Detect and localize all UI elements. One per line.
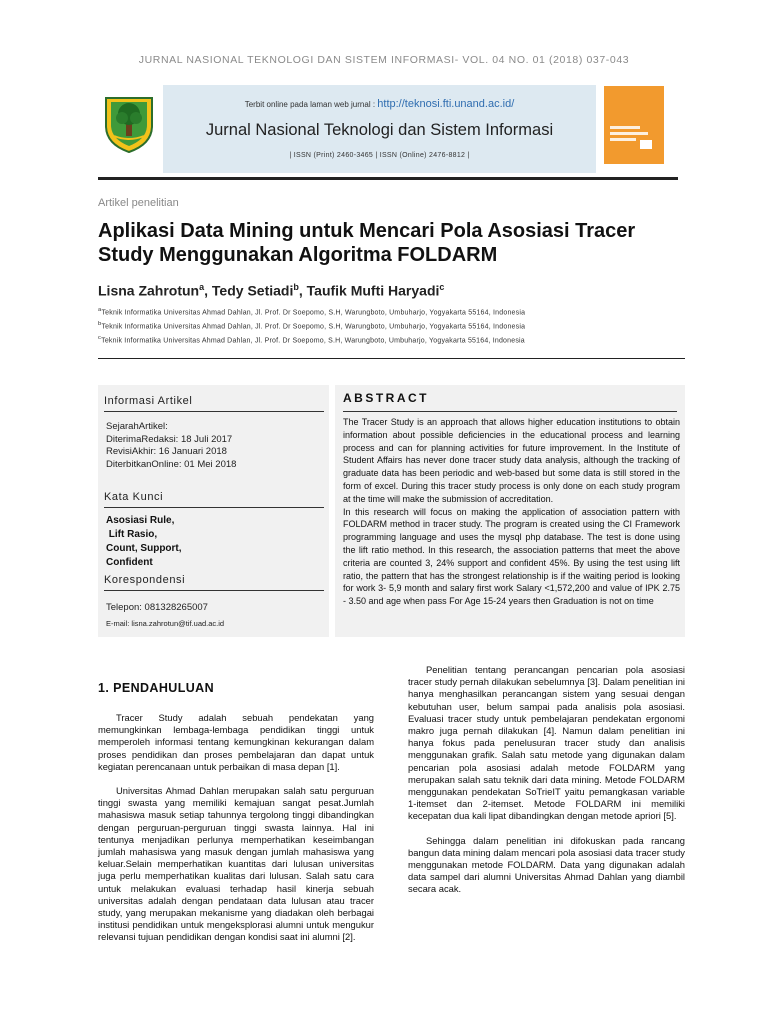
affiliation-b: $^b$Teknik Informatika Universitas Ahmad Dahlan, Jl. Prof. Dr Soepomo, S.H, Warungboto, Umbuharjo, Yogyakarta 55164, Indonesia: [98, 321, 526, 331]
body-paragraph: Tracer Study adalah sebuah pendekatan yang memungkinkan lembaga-lembaga pendidikan tinggi untuk memperoleh informasi tentang kemungkinan kekurangan dalam proses pendidikan dan proses pembelajaran dan dapat untuk kegiatan perencanaan untuk perbaikan di masa depan [1].: [98, 712, 374, 772]
section-heading: 1. PENDAHULUAN: [98, 681, 215, 695]
journal-cover-thumbnail: [604, 86, 664, 164]
author-sup: b: [293, 282, 299, 292]
body-paragraph: Universitas Ahmad Dahlan merupakan salah satu perguruan tinggi swasta yang memiliki kemajuan sangat pesat.Jumlah mahasiswa masuk setiap tahunnya tergolong tinggi dibandingkan dengan perguruan-perguruan tinggi swasta lainnya. Hal ini tentunya menjadikan perlunya memperhatikan keseimbangan jumlah mahasiswa yang masuk dengan jumlah mahasiswa yang keluar.Selain memperhatikan kuantitas dari lulusan universitas juga perlu memperhatikan kualitas dari lulusan. Salah satu cara untuk melakukan evaluasi terhadap hasil kinerja sebuah universitas adalah dengan pendataan data lulusan atau tracer study, yang merupakan mekanisme yang diadakan oleh berbagai institusi pendidikan untuk mengeksplorasi alumni untuk mengukur relevansi tujuan pendidikan dengan kondisi saat ini alumni [2].: [98, 785, 374, 943]
article-info-heading: Informasi Artikel: [104, 395, 324, 412]
body-paragraph: Penelitian tentang perancangan pencarian pola asosiasi tracer study pernah dilakukan sebelumnya [3]. Dalam penelitian ini hanya menghasilkan perancangan sistem yang sesuai dengan kebutuhan user, belum sampai pada analisis pola asosiasi. Evaluasi tracer study untuk pembelajaran pendekatan ergonomi makro juga pernah dilakukan [4]. Namun dalam penelitian ini hanya fokus pada penelusuran tracer study dan analisis menggunakan grafik. Salah satu metode yang digunakan dalam pencarian pola asosiasi adalah metode FOLDARM yang merupakan salah satu teknik dari data mining. Metode FOLDARM menggunakan pendekatan SoTrieIT yaitu pemangkasan variable 1-itemset dan 2-itemset. Metode FOLDARM ini memiliki kecepatan dua kali lipat dibandingkan dengan metode apriori [5].: [408, 664, 685, 822]
author-sup: a: [199, 282, 205, 292]
body-column-left: [98, 712, 374, 956]
journal-banner: [163, 85, 596, 173]
article-info-box: [98, 385, 329, 637]
body-paragraph: Sehingga dalam penelitian ini difokuskan pada rancang bangun data mining dalam mencari pola asosiasi data tracer study menggunakan metode FOLDARM. Data yang digunakan adalah data sampel dari alumni Universitas Ahmad Dahlan yang diambil secara acak.: [408, 834, 685, 895]
issn-line: | ISSN (Print) 2460-3465 | ISSN (Online) 2476-8812 |: [289, 152, 470, 159]
online-label: Terbit online pada laman web jurnal :: [244, 100, 376, 109]
correspondence-heading: Korespondensi: [104, 574, 324, 591]
article-history: SejarahArtikel: DiterimaRedaksi: 18 Juli 2017 RevisiAkhir: 16 Januari 2018 DiterbitkanOnline: 01 Mei 2018: [106, 421, 237, 470]
body-column-right: [408, 664, 685, 908]
keywords-list: Asosiasi Rule, Lift Rasio, Count, Support, Confident: [106, 515, 182, 568]
abstract-text: [343, 416, 680, 608]
online-line: [163, 98, 596, 110]
affiliation-c: $^c$Teknik Informatika Universitas Ahmad Dahlan, Jl. Prof. Dr Soepomo, S.H, Warungboto, Umbuharjo, Yogyakarta 55164, Indonesia: [98, 335, 525, 345]
abstract-box: [335, 385, 685, 637]
journal-url-link[interactable]: http://teknosi.fti.unand.ac.id/: [377, 98, 515, 110]
author-name: Tedy Setiadi: [211, 282, 294, 299]
email-address[interactable]: E-mail: lisna.zahrotun@tif.uad.ac.id: [106, 619, 225, 628]
abstract-paragraph: The Tracer Study is an approach that allows higher education institutions to obtain information about possible deficiencies in the educational process and learning process and can for planning activities for future improvement. In the Institute of Student Affairs has never done tracer study data analysis, although the tracking of graduate data has been periodic and web-based but some data is still stored in the form of excel. During this tracer study process is only done on each study program at the time will make the submission of accreditation.: [343, 417, 680, 504]
article-type: Artikel penelitian: [98, 197, 179, 209]
phone-number: Telepon: 081328265007: [106, 602, 208, 613]
paper-title: Aplikasi Data Mining untuk Mencari Pola Asosiasi Tracer Study Menggunakan Algoritma FOLDARM: [98, 220, 636, 266]
journal-running-header: JURNAL NASIONAL TEKNOLOGI DAN SISTEM INFORMASI- VOL. 04 NO. 01 (2018) 037-043: [138, 54, 630, 66]
keywords-heading: Kata Kunci: [104, 491, 324, 508]
university-logo: [102, 92, 156, 154]
author-name: Lisna Zahrotun: [98, 282, 200, 299]
affiliation-rule: [98, 358, 685, 359]
header-rule: [98, 177, 678, 180]
abstract-heading: ABSTRACT: [343, 391, 677, 412]
author-list: Lisna Zahrotun$^a$, Tedy Setiadi$^b$, Taufik Mufti Haryadi$^c$: [98, 282, 445, 299]
affiliation-a: $^a$Teknik Informatika Universitas Ahmad Dahlan, Jl. Prof. Dr Soepomo, S.H, Warungboto, Umbuharjo, Yogyakarta 55164, Indonesia: [98, 307, 526, 317]
abstract-paragraph: In this research will focus on making the application of association pattern with FOLDARM method in tracer study. The program is created using the CI Framework programming language and uses the mysql php database. The test is done using the lift ratio method. In this research, the association patterns that meet the above criteria are counted 3, 24% support and confident 45%. By using the test using lift ratio, the pattern that has the strongest relationship is if the waiting period is looking for work 3- 5,9 month and salary first work Salary <1,572,200 and value of IPK 2.75 - 3.50 and age when pass For Age 15-24 years then Graduation is not on time: [343, 506, 680, 607]
author-sup: c: [439, 282, 445, 292]
author-name: Taufik Mufti Haryadi: [306, 282, 440, 299]
journal-name: Jurnal Nasional Teknologi dan Sistem Informasi: [205, 121, 554, 139]
